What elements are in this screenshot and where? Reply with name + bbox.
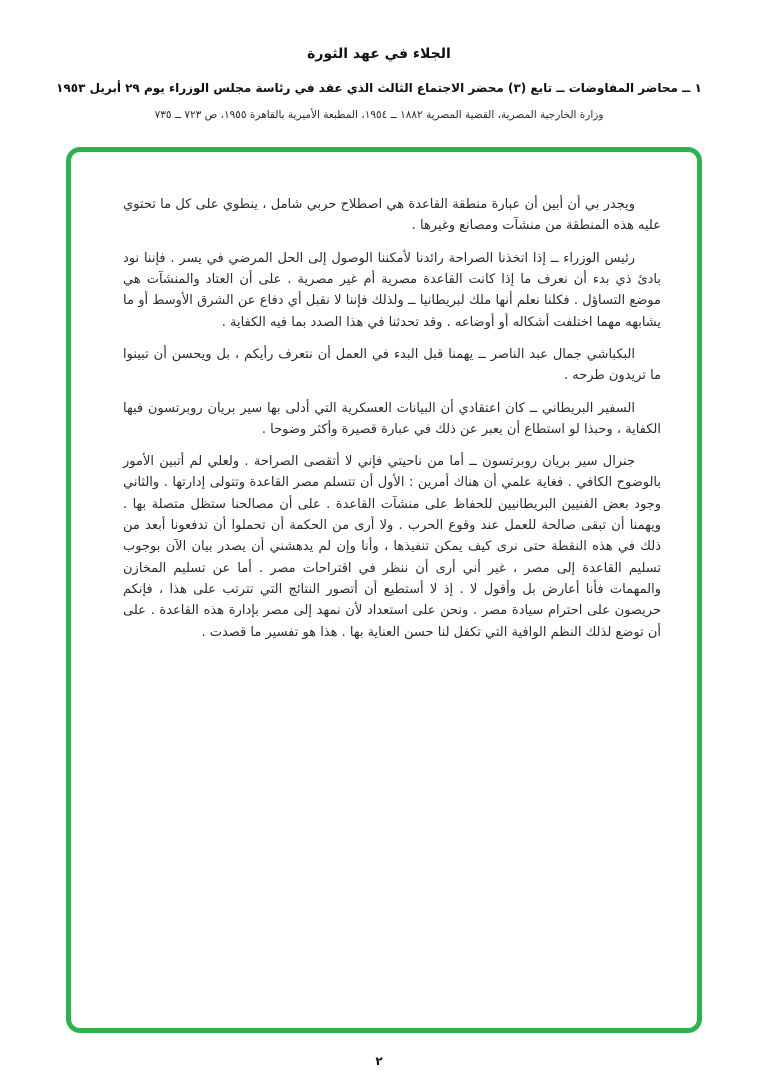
document-subtitle: ١ ــ محاضر المفاوضات ــ تابع (٣) محضر الاجتماع الثالث الذي عقد في رئاسة مجلس الوزراء يوم ٢٩ أبريل ١٩٥٣	[56, 81, 702, 95]
scanned-text-content	[71, 152, 697, 643]
source-citation: وزارة الخارجية المصرية، القضية المصرية ١٨٨٢ ــ ١٩٥٤، المطبعة الأميرية بالقاهرة ١٩٥٥، ص ٧٢٣ ــ ٧٣٥	[154, 109, 604, 121]
paragraph-nasser: البكباشي جمال عبد الناصر ــ يهمنا قبل البدء في العمل أن نتعرف رأيكم ، بل ويحسن أن تبينوا ما تريدون طرحه .	[123, 346, 661, 384]
paragraph-general-robertson: جنرال سير بريان روبرتسون ــ أما من ناحيتي فإني لا أتقصى الصراحة . ولعلي لم أتبين الأمور بالوضوح الكافي . فغاية علمي أن هناك أمرين : الأول أن تتسلم مصر القاعدة وتتولى إدارتها . والثاني وجود بعض الفنيين البريطانيين للحفاظ على منشآت القاعدة . على أن مصالحنا ستظل متصلة بها . ويهمنا أن تبقى صالحة للعمل عند وقوع الحرب . ولا أرى من الحكمة أن تحملوا أن تدفعونا أبعد من ذلك في هذه النقطة حتى نرى كيف يمكن تنفيذها ، وأنا وإن لم يدهشني أن يصدر بيان الآن بوجوب تسليم القاعدة إلى مصر ، غير أني أرى أن ننظر في اقتراحات مصر . أما عن تسليم المخازن والمهمات فأنا أعارض بل وأقول لا . إذ لا أستطيع أن أتصور النتائج التي تترتب على هذا ، فإنكم حريصون على احترام سيادة مصر . ونحن على استعداد لأن نمهد إلى مصر بإدارة هذه القاعدة . على أن توضع لذلك النظم الوافية التي تكفل لنا حسن العناية بها . هذا هو تفسير ما قصدت .	[123, 454, 661, 640]
scanned-text-frame	[66, 147, 702, 1033]
page-title: الجلاء في عهد الثورة	[307, 46, 451, 62]
page-number: ٢	[375, 1054, 383, 1068]
paragraph-intro: ويجدر بي أن أبين أن عبارة منطقة القاعدة هي اصطلاح حربي شامل ، ينطوي على كل ما تحتوي عليه هذه المنطقة من منشآت ومصانع وغيرها .	[123, 197, 661, 234]
paragraph-british-ambassador: السفير البريطاني ــ كان اعتقادي أن البيانات العسكرية التي أدلى بها سير بريان روبرتسون فيها الكفاية ، وحبذا لو استطاع أن يعبر عن ذلك في عبارة قصيرة وأكثر وضوحا .	[123, 400, 661, 437]
paragraph-prime-minister: رئيس الوزراء ــ إذا اتخذنا الصراحة رائدنا لأمكننا الوصول إلى الحل المرضي في يسر . فإننا نود بادئ ذي بدء أن نعرف ما إذا كانت القاعدة مصرية أم غير مصرية . على أن العتاد والمنشآت هي موضع التساؤل . فكلنا نعلم أنها ملك لبريطانيا ــ ولذلك فإننا لا نقبل أي دفاع عن الشرق الأوسط أو ما يشابهه مهما اختلفت أشكاله أو أوضاعه . وقد تحدثنا في هذا الصدد بما فيه الكفاية .	[123, 250, 661, 330]
document-header	[0, 0, 758, 121]
page-footer	[0, 1054, 758, 1068]
